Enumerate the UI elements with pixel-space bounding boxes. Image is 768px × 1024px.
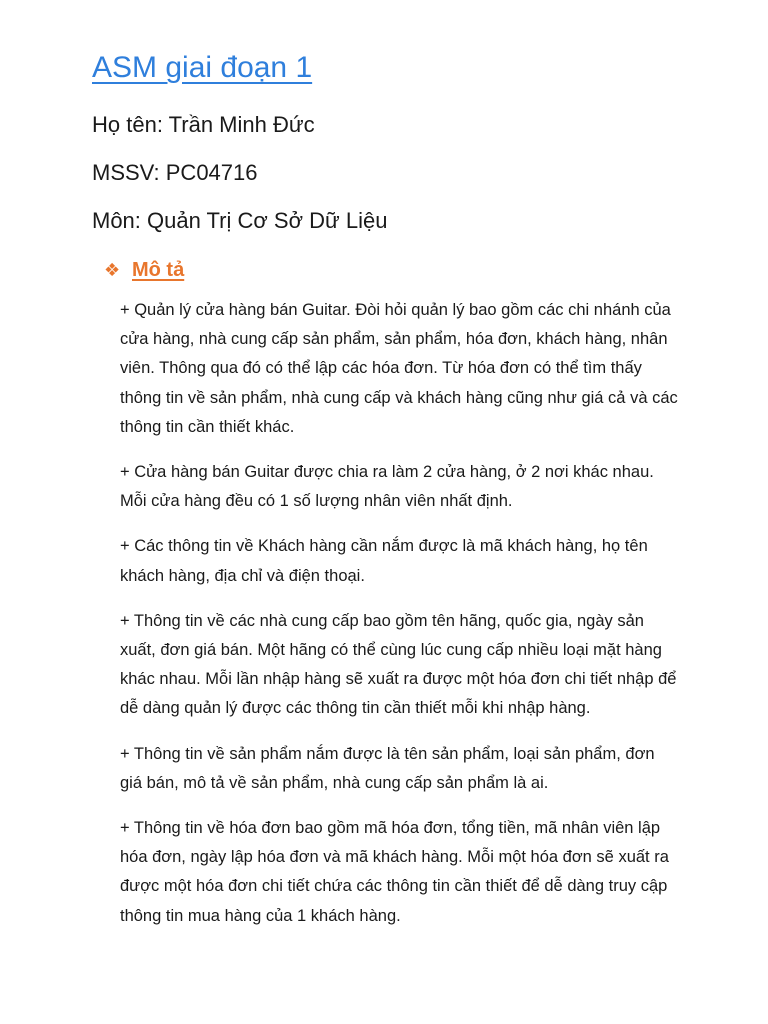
description-content <box>120 296 680 931</box>
description-paragraph: + Quản lý cửa hàng bán Guitar. Đòi hỏi quản lý bao gồm các chi nhánh của cửa hàng, nhà cung cấp sản phẩm, sản phẩm, hóa đơn, khách hàng, nhân viên. Thông qua đó có thể lập các hóa đơn. Từ hóa đơn có thể tìm thấy thông tin về sản phẩm, nhà cung cấp và khách hàng cũng như giá cả và các thông tin cần thiết khác. <box>120 301 678 436</box>
course-line: Môn: Quản Trị Cơ Sở Dữ Liệu <box>92 208 388 233</box>
diamond-bullet-icon: ❖ <box>104 260 121 280</box>
section-heading-description <box>104 256 708 284</box>
description-paragraph: + Thông tin về các nhà cung cấp bao gồm tên hãng, quốc gia, ngày sản xuất, đơn giá bán. Một hãng có thể cùng lúc cung cấp nhiều loại mặt hàng khác nhau. Mỗi lần nhập hàng sẽ xuất ra được một hóa đơn chi tiết nhập để dễ dàng quản lý được các thông tin cần thiết mỗi khi nhập hàng. <box>120 611 677 718</box>
description-paragraph: + Thông tin về sản phẩm nắm được là tên sản phẩm, loại sản phẩm, đơn giá bán, mô tả về sản phẩm, nhà cung cấp sản phẩm là ai. <box>120 744 655 792</box>
description-paragraph: + Cửa hàng bán Guitar được chia ra làm 2 cửa hàng, ở 2 nơi khác nhau. Mỗi cửa hàng đều có 1 số lượng nhân viên nhất định. <box>120 463 654 511</box>
student-id-line: MSSV: PC04716 <box>92 160 258 185</box>
description-paragraph: + Các thông tin về Khách hàng cần nắm được là mã khách hàng, họ tên khách hàng, địa chỉ và điện thoại. <box>120 537 648 585</box>
section-heading-label: Mô tả <box>132 259 185 281</box>
description-paragraph: + Thông tin về hóa đơn bao gồm mã hóa đơn, tổng tiền, mã nhân viên lập hóa đơn, ngày lập hóa đơn và mã khách hàng. Mỗi một hóa đơn sẽ xuất ra được một hóa đơn chi tiết chứa các thông tin cần thiết để dễ dàng truy cập thông tin mua hàng của 1 khách hàng. <box>120 819 669 925</box>
document-title: ASM giai đoạn 1 <box>92 51 313 84</box>
student-name-line: Họ tên: Trần Minh Đức <box>92 112 315 137</box>
